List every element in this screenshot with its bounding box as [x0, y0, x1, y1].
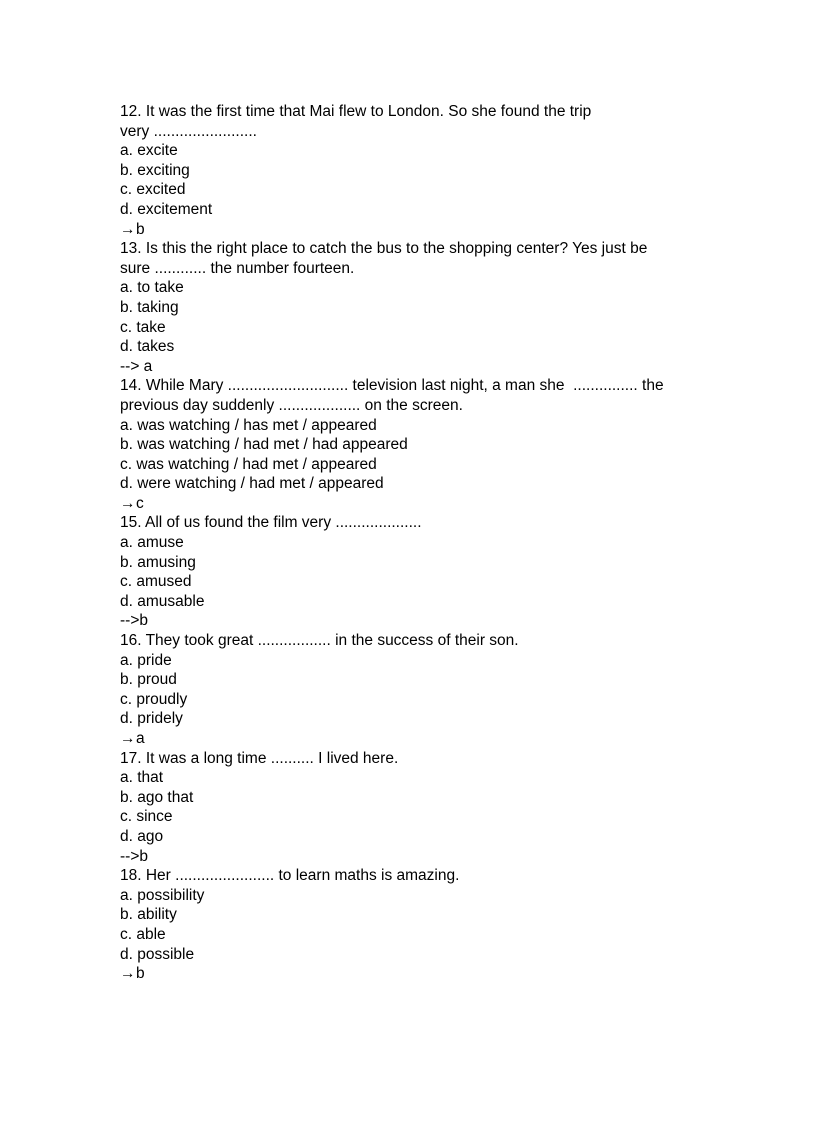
option-a: a. to take	[120, 279, 184, 297]
option-list	[120, 278, 680, 356]
option-a: a. was watching / has met / appeared	[120, 416, 377, 434]
answer-letter: a	[136, 730, 145, 747]
option-list	[120, 416, 680, 494]
option-c: c. able	[120, 925, 166, 943]
option-c: c. was watching / had met / appeared	[120, 455, 377, 473]
question-text: 14. While Mary ............................ television last night, a man she ............... the previous day suddenly ................... on the screen.	[120, 377, 664, 414]
option-list	[120, 886, 680, 964]
question-17	[120, 749, 680, 867]
question-16	[120, 631, 680, 749]
option-d: d. takes	[120, 338, 175, 356]
arrow-right-icon: →	[120, 220, 136, 238]
question-13	[120, 239, 680, 376]
option-a: a. possibility	[120, 886, 205, 904]
option-b: b. taking	[120, 298, 179, 316]
option-b: b. proud	[120, 671, 177, 689]
question-15	[120, 513, 680, 631]
answer-line: -->b	[120, 612, 148, 630]
arrow-right-icon: →	[120, 730, 136, 747]
option-b: b. was watching / had met / had appeared	[120, 436, 408, 454]
answer-line	[120, 729, 680, 749]
option-a: a. pride	[120, 651, 172, 669]
arrow-right-icon: →	[120, 494, 136, 512]
option-d: d. ago	[120, 827, 164, 845]
option-c: c. amused	[120, 573, 192, 591]
question-12	[120, 102, 680, 239]
option-c: c. since	[120, 808, 173, 826]
option-list	[120, 141, 680, 219]
option-c: c. take	[120, 318, 166, 336]
arrow-right-icon: →	[120, 965, 136, 983]
answer-line	[120, 220, 680, 240]
answer-letter: b	[136, 965, 145, 983]
question-text: 15. All of us found the film very ....................	[120, 514, 422, 532]
option-d: d. possible	[120, 945, 195, 963]
option-a: a. amuse	[120, 534, 184, 552]
option-a: a. that	[120, 769, 164, 787]
answer-line: -->b	[120, 847, 148, 865]
option-b: b. amusing	[120, 553, 196, 571]
answer-line: --> a	[120, 357, 153, 375]
option-b: b. ability	[120, 906, 177, 924]
answer-letter: b	[136, 220, 145, 238]
option-list	[120, 651, 680, 729]
question-text: 13. Is this the right place to catch the bus to the shopping center? Yes just be sure ............ the number fourteen.	[120, 240, 648, 277]
option-d: d. amusable	[120, 592, 205, 610]
option-a: a. excite	[120, 142, 178, 160]
option-list	[120, 768, 680, 846]
option-b: b. exciting	[120, 161, 190, 179]
option-c: c. excited	[120, 181, 186, 199]
worksheet-page	[120, 102, 680, 984]
option-d: d. were watching / had met / appeared	[120, 475, 384, 493]
option-d: d. pridely	[120, 710, 183, 728]
answer-letter: c	[136, 494, 144, 512]
answer-line	[120, 494, 680, 514]
option-d: d. excitement	[120, 200, 213, 218]
option-b: b. ago that	[120, 788, 194, 806]
question-14	[120, 376, 680, 513]
question-text: 16. They took great ................. in the success of their son.	[120, 632, 519, 650]
answer-line	[120, 964, 680, 984]
option-c: c. proudly	[120, 690, 188, 708]
question-18	[120, 866, 680, 984]
question-text: 18. Her ....................... to learn maths is amazing.	[120, 867, 460, 885]
question-text: 12. It was the first time that Mai flew to London. So she found the trip very ........................	[120, 103, 592, 140]
question-text: 17. It was a long time .......... I lived here.	[120, 749, 399, 767]
option-list	[120, 533, 680, 611]
